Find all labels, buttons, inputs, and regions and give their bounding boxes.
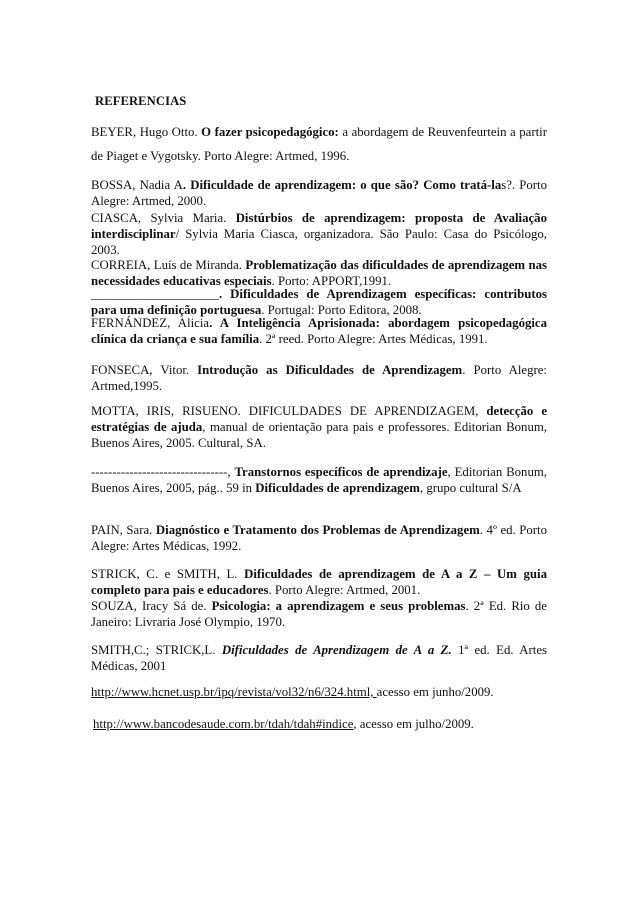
reference-motta bbox=[91, 403, 547, 451]
reference-details: . Porto Alegre: Artmed,1995. bbox=[91, 363, 547, 393]
reference-details: 1ª ed. Ed. Artes Médicas, 2001 bbox=[91, 643, 547, 673]
reference-author: SOUZA, Iracy Sá de. bbox=[91, 599, 212, 613]
reference-details: s?. Porto Alegre: Artmed, 2000. bbox=[91, 178, 548, 208]
reference-souza bbox=[91, 598, 547, 630]
reference-strick bbox=[91, 566, 547, 598]
reference-fonseca bbox=[91, 362, 547, 394]
reference-title: Distúrbios de aprendizagem: proposta de Avaliação interdisciplinar bbox=[91, 211, 547, 241]
reference-title: . Dificuldades de Aprendizagem específicas: contributos para uma definição portuguesa bbox=[91, 287, 547, 317]
reference-details: . 4º ed. Porto Alegre: Artes Médicas, 1992. bbox=[91, 523, 547, 553]
reference-details: . 2ª reed. Porto Alegre: Artes Médicas, 1991. bbox=[259, 332, 488, 346]
reference-author: ____________________ bbox=[91, 287, 219, 301]
reference-author: CORREIA, Luís de Miranda. bbox=[91, 258, 246, 272]
reference-details: , grupo cultural S/A bbox=[419, 481, 522, 495]
reference-correia-2008 bbox=[91, 286, 547, 318]
reference-author: FERNÁNDEZ, Alicia bbox=[91, 316, 210, 330]
reference-details: a abordagem de Reuvenfeurtein a partir de Piaget e Vygotsky. Porto Alegre: Artmed, 1996. bbox=[91, 125, 547, 163]
reference-title: . A Inteligência Aprisionada: abordagem psicopedagógica clínica da criança e sua família bbox=[91, 316, 548, 346]
reference-title: Transtornos específicos de aprendizaje bbox=[234, 465, 448, 479]
reference-correia bbox=[91, 257, 547, 289]
reference-fernandez bbox=[91, 315, 547, 347]
reference-title: Dificuldades de Aprendizagem de A a Z. bbox=[221, 643, 452, 657]
reference-author: PAIN, Sara. bbox=[91, 523, 156, 537]
reference-title: detecção e estratégias de ajuda bbox=[91, 404, 547, 434]
reference-title: Problematização das dificuldades de aprendizagem nas necessidades educativas especiais bbox=[91, 258, 547, 288]
reference-ciasca bbox=[91, 210, 547, 258]
reference-title: Psicologia: a aprendizagem e seus problemas bbox=[211, 599, 466, 613]
reference-motta-2005 bbox=[91, 464, 547, 496]
reference-access-date: acesso em junho/2009. bbox=[376, 685, 494, 699]
reference-details: . Porto Alegre: Artmed, 2001. bbox=[268, 583, 421, 597]
reference-bossa bbox=[91, 177, 547, 209]
reference-access-date: , acesso em julho/2009. bbox=[353, 717, 474, 731]
reference-author: --------------------------------, bbox=[91, 465, 235, 479]
reference-title: . Dificuldade de aprendizagem: o que são? Como tratá-la bbox=[182, 178, 502, 192]
reference-author: STRICK, C. e SMITH, L. bbox=[91, 567, 245, 581]
reference-title: O fazer psicopedagógico: bbox=[201, 125, 339, 139]
reference-details: , Editorian Bonum, Buenos Aires, 2005, pág.. 59 in bbox=[91, 465, 548, 495]
reference-details: . 2ª Ed. Rio de Janeiro: Livraria José Olympio, 1970. bbox=[91, 599, 547, 629]
reference-author: MOTTA, IRIS, RISUENO. DIFICULDADES DE APRENDIZAGEM, bbox=[91, 404, 487, 418]
reference-pain bbox=[91, 522, 547, 554]
reference-title: Introdução as Dificuldades de Aprendizagem bbox=[197, 363, 463, 377]
reference-link-bancodesaude bbox=[91, 716, 549, 732]
reference-link-hcnet bbox=[91, 684, 547, 700]
reference-title-secondary: Dificuldades de aprendizagem bbox=[255, 481, 420, 495]
reference-details: . Porto: APPORT,1991. bbox=[271, 274, 392, 288]
reference-author: FONSECA, Vitor. bbox=[91, 363, 198, 377]
hcnet-link[interactable]: http://www.hcnet.usp.br/ipq/revista/vol32/n6/324.html, bbox=[91, 685, 377, 699]
reference-author: BOSSA, Nadia A bbox=[91, 178, 183, 192]
reference-title: Dificuldades de aprendizagem de A a Z – Um guia completo para pais e educadores bbox=[91, 567, 547, 597]
reference-author: BEYER, Hugo Otto. bbox=[91, 125, 202, 139]
reference-smith bbox=[91, 642, 547, 674]
reference-author: SMITH,C.; STRICK,L. bbox=[91, 643, 222, 657]
reference-author: CIASCA, Sylvia Maria. bbox=[91, 211, 236, 225]
reference-beyer bbox=[91, 120, 547, 168]
bancodesaude-link[interactable]: http://www.bancodesaude.com.br/tdah/tdah#indice bbox=[93, 717, 354, 731]
reference-details: . Portugal: Porto Editora, 2008. bbox=[261, 303, 422, 317]
page-heading: REFERENCIAS bbox=[95, 94, 187, 108]
reference-title: Diagnóstico e Tratamento dos Problemas de Aprendizagem bbox=[155, 523, 480, 537]
reference-details: / Sylvia Maria Ciasca, organizadora. São Paulo: Casa do Psicólogo, 2003. bbox=[91, 227, 547, 257]
reference-details: , manual de orientação para pais e professores. Editorian Bonum, Buenos Aires, 2005. Cultural, SA. bbox=[91, 420, 547, 450]
